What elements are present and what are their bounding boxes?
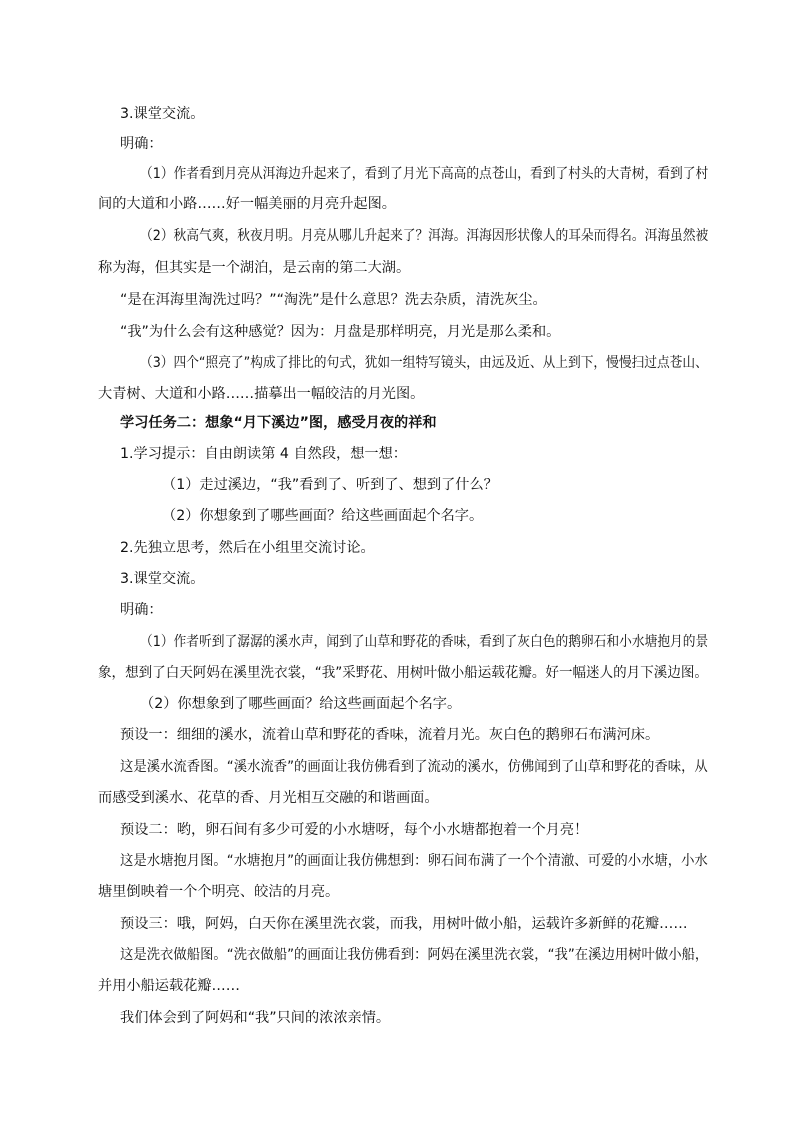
para-class-exchange-2: 3.课堂交流。: [120, 571, 205, 587]
para-clarify-1: 明确：: [120, 136, 163, 152]
para-stream-answer-2: （2）你想象到了哪些画面？给这些画面起个名字。: [140, 696, 462, 712]
preset-two-explain-line-2: 塘里倒映着一个个明亮、皎洁的月亮。: [98, 884, 340, 900]
para-answer-3-line-1: （3）四个“照亮了”构成了排比的句式，犹如一组特写镜头，由远及近、从上到下，慢慢扫过点苍山、: [140, 355, 708, 371]
tip-question-2: （2）你想象到了哪些画面？给这些画面起个名字。: [162, 508, 484, 524]
preset-one-explain-line-1: 这是溪水流香图。“溪水流香”的画面让我仿佛看到了流动的溪水，仿佛闻到了山草和野花的香味，从: [120, 759, 708, 775]
tip-question-1: （1）走过溪边，“我”看到了、听到了、想到了什么？: [162, 477, 498, 493]
para-question-wash: “是在洱海里淘洗过吗？”“淘洗”是什么意思？洗去杂质，清洗灰尘。: [120, 292, 547, 308]
preset-three-explain-line-2: 并用小船运载花瓣……: [98, 978, 240, 994]
study-tip: 1.学习提示：自由朗读第 4 自然段，想一想：: [120, 446, 407, 462]
preset-three-explain-line-1: 这是洗衣做船图。“洗衣做船”的画面让我仿佛看到：阿妈在溪里洗衣裳，“我”在溪边用树叶做小船，: [120, 947, 709, 963]
para-answer-1-line-1: （1）作者看到月亮从洱海边升起来了，看到了月光下高高的点苍山，看到了村头的大青树，看到了村: [140, 166, 709, 182]
para-answer-2-line-1: （2）秋高气爽，秋夜月明。月亮从哪儿升起来了？洱海。洱海因形状像人的耳朵而得名。洱海虽然被: [140, 228, 709, 244]
step-independent-thinking: 2.先独立思考，然后在小组里交流讨论。: [120, 540, 375, 556]
preset-two-explain-line-1: 这是水塘抱月图。“水塘抱月”的画面让我仿佛想到：卵石间布满了一个个清澈、可爱的小水塘，小水: [120, 853, 708, 869]
para-question-feeling: “我”为什么会有这种感觉？因为：月盘是那样明亮，月光是那么柔和。: [120, 324, 561, 340]
para-answer-1-line-2: 间的大道和小路……好一幅美丽的月亮升起图。: [98, 196, 396, 212]
para-answer-3-line-2: 大青树、大道和小路……描摹出一幅皎洁的月光图。: [98, 386, 425, 402]
preset-one-explain-line-2: 而感受到溪水、花草的香、月光相互交融的和谐画面。: [98, 790, 439, 806]
para-class-exchange-1: 3.课堂交流。: [120, 106, 205, 122]
para-stream-answer-1-line-1: （1）作者听到了潺潺的溪水声，闻到了山草和野花的香味，看到了灰白色的鹅卵石和小水塘抱月的景: [140, 634, 709, 650]
para-stream-answer-1-line-2: 象，想到了白天阿妈在溪里洗衣裳，“我”采野花、用树叶做小船运载花瓣。好一幅迷人的月下溪边图。: [98, 665, 708, 681]
preset-one: 预设一：细细的溪水，流着山草和野花的香味，流着月光。灰白色的鹅卵石布满河床。: [120, 727, 660, 743]
preset-three: 预设三：哦，阿妈，白天你在溪里洗衣裳，而我，用树叶做小船，运载许多新鲜的花瓣……: [120, 916, 688, 932]
preset-two: 预设二：哟，卵石间有多少可爱的小水塘呀，每个小水塘都抱着一个月亮！: [120, 822, 589, 838]
para-clarify-2: 明确：: [120, 602, 163, 618]
para-answer-2-line-2: 称为海，但其实是一个湖泊，是云南的第二大湖。: [98, 260, 411, 276]
task-two-heading: 学习任务二：想象“月下溪边”图，感受月夜的祥和: [120, 415, 437, 431]
closing-sentence: 我们体会到了阿妈和“我”只间的浓浓亲情。: [120, 1010, 391, 1026]
